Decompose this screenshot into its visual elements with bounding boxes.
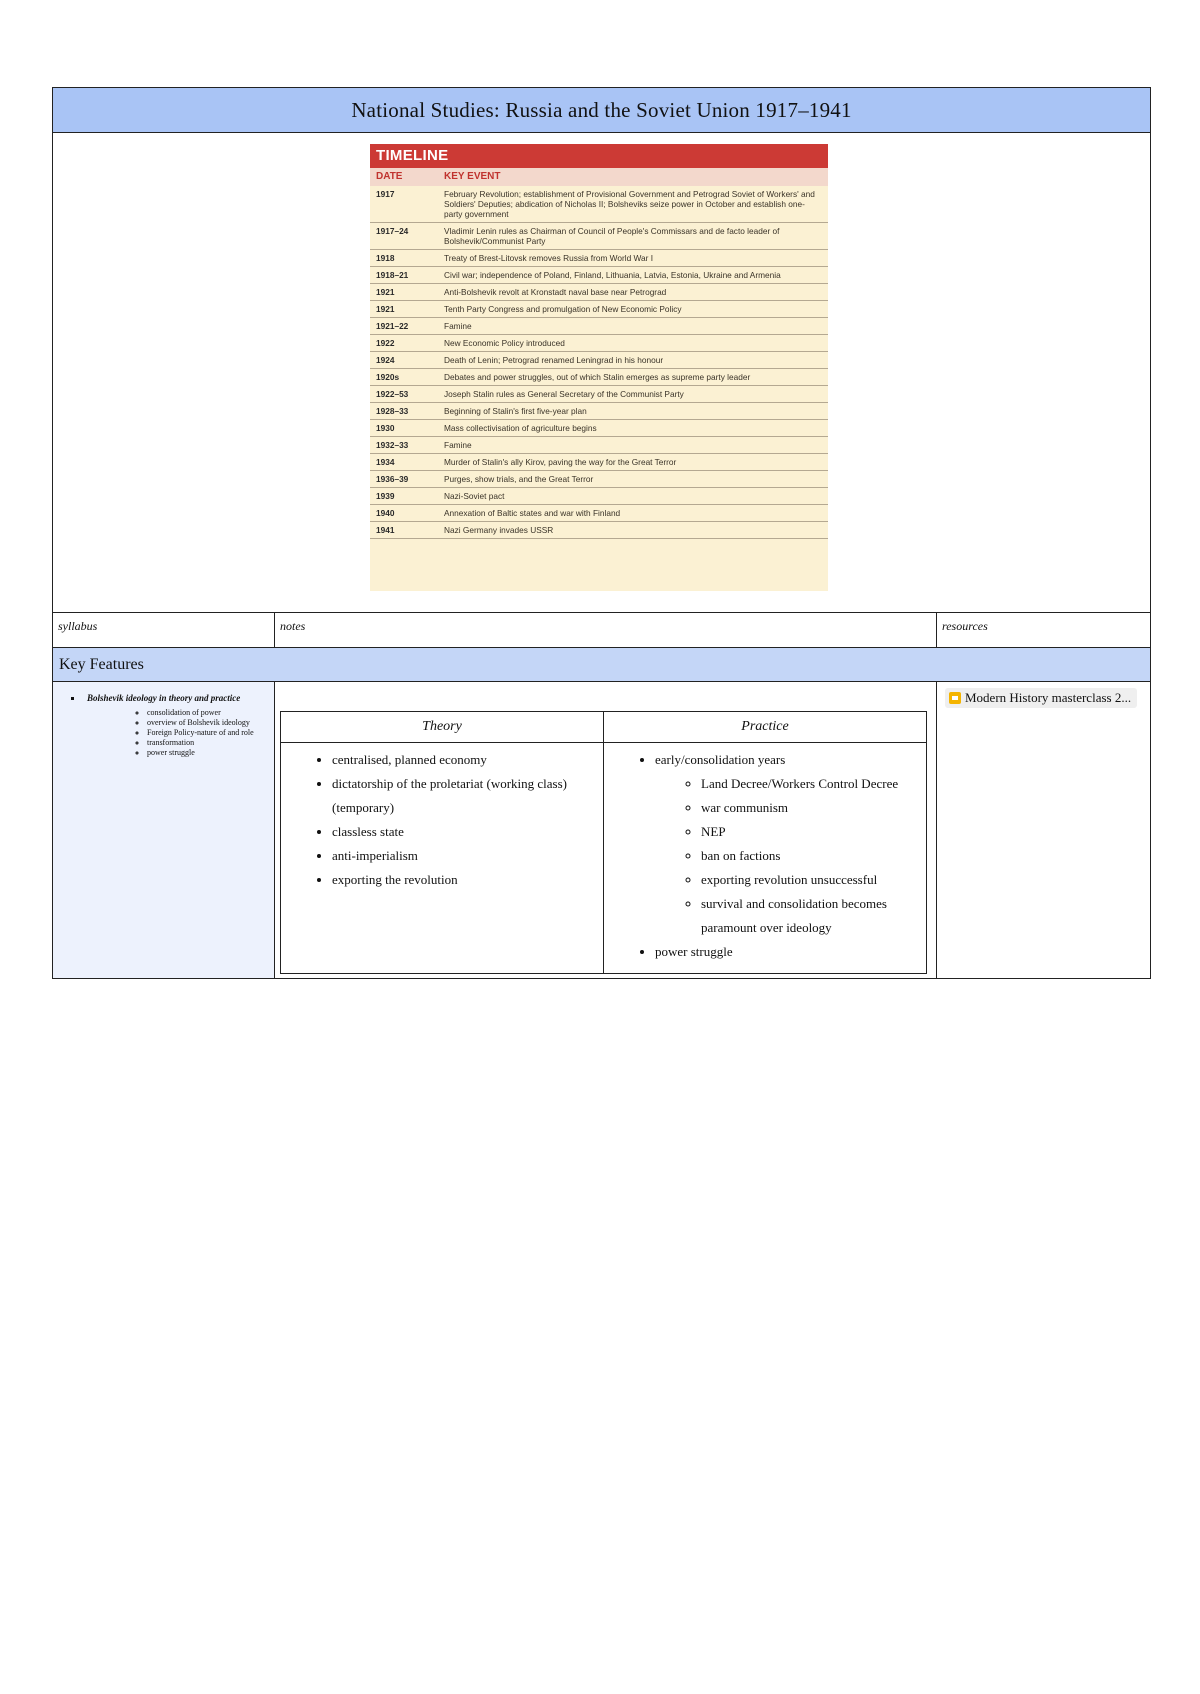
timeline-date: 1921 (376, 304, 395, 314)
practice-last-item: power struggle (655, 944, 733, 959)
list-item: ◦ exporting revolution unsuccessful (701, 868, 925, 892)
timeline-row (370, 301, 828, 318)
list-item: ◦ overview of Bolshevik ideology (147, 718, 274, 728)
practice-header: Practice (604, 712, 927, 743)
timeline-date: 1917 (376, 189, 395, 199)
list-item: ◦ power struggle (147, 748, 274, 758)
list-item (655, 748, 925, 940)
list-item: • centralised, planned economy (332, 748, 602, 772)
timeline-row (370, 420, 828, 437)
timeline-date: 1918–21 (376, 270, 409, 280)
timeline-event: Purges, show trials, and the Great Terror (444, 474, 594, 484)
timeline-event: Nazi Germany invades USSR (444, 525, 554, 535)
timeline-event: Treaty of Brest-Litovsk removes Russia from World War I (444, 253, 654, 263)
syllabus-sub-list (87, 708, 274, 758)
timeline-row (370, 437, 828, 454)
timeline-row (370, 335, 828, 352)
syllabus-cell (53, 682, 275, 979)
list-item: ◦ survival and consolidation becomes paramount over ideology (701, 892, 925, 940)
practice-first-item: early/consolidation years (655, 752, 786, 767)
timeline-date: 1940 (376, 508, 395, 518)
timeline-event: Beginning of Stalin's first five-year plan (444, 406, 587, 416)
resource-chip[interactable] (945, 688, 1137, 708)
timeline-date: 1917–24 (376, 226, 409, 236)
timeline-row (370, 369, 828, 386)
practice-cell (604, 743, 927, 974)
timeline-row (370, 522, 828, 539)
list-item: ◦ Foreign Policy-nature of and role (147, 728, 274, 738)
timeline-event: Death of Lenin; Petrograd renamed Leningrad in his honour (444, 355, 664, 365)
practice-sub-list (655, 772, 925, 940)
timeline-row (370, 318, 828, 335)
timeline-event: New Economic Policy introduced (444, 338, 565, 348)
notes-label: notes (275, 613, 937, 648)
timeline-event: Famine (444, 440, 472, 450)
list-item: ◦ NEP (701, 820, 925, 844)
section-title: Key Features (53, 648, 1151, 682)
timeline-date: 1921–22 (376, 321, 409, 331)
timeline-date: 1924 (376, 355, 395, 365)
syllabus-list (53, 688, 274, 758)
timeline-date: 1922–53 (376, 389, 409, 399)
list-item: ◦ Land Decree/Workers Control Decree (701, 772, 925, 796)
timeline-row (370, 250, 828, 267)
notes-table (52, 87, 1151, 979)
timeline-event: Murder of Stalin's ally Kirov, paving the way for the Great Terror (444, 457, 677, 467)
timeline-date: 1928–33 (376, 406, 409, 416)
timeline-event: February Revolution; establishment of Provisional Government and Petrograd Soviet of Workers' and Soldiers' Deputies; abdication of Nicholas II; Bolsheviks seize power in October and establish one-party government (444, 189, 815, 219)
list-item: ◦ war communism (701, 796, 925, 820)
timeline-row (370, 386, 828, 403)
timeline-row (370, 403, 828, 420)
timeline-event: Nazi-Soviet pact (444, 491, 505, 501)
timeline-row (370, 505, 828, 522)
list-item: • classless state (332, 820, 602, 844)
list-item: ◦ ban on factions (701, 844, 925, 868)
list-item (655, 940, 925, 964)
timeline-event: Anti-Bolshevik revolt at Kronstadt naval base near Petrograd (444, 287, 667, 297)
syllabus-label: syllabus (53, 613, 275, 648)
syllabus-main-text: Bolshevik ideology in theory and practice (87, 693, 241, 703)
notes-cell (275, 682, 937, 979)
timeline-event: Annexation of Baltic states and war with Finland (444, 508, 621, 518)
timeline-row (370, 454, 828, 471)
list-item: • exporting the revolution (332, 868, 602, 892)
theory-cell (281, 743, 604, 974)
timeline-date: 1941 (376, 525, 395, 535)
list-item: ◦ consolidation of power (147, 708, 274, 718)
resources-label: resources (937, 613, 1151, 648)
document-title: National Studies: Russia and the Soviet Union 1917–1941 (53, 88, 1151, 133)
timeline-event: Debates and power struggles, out of which Stalin emerges as supreme party leader (444, 372, 751, 382)
theory-practice-table (280, 711, 927, 974)
timeline-image[interactable] (370, 144, 828, 591)
timeline-date: 1939 (376, 491, 395, 501)
timeline-event: Tenth Party Congress and promulgation of New Economic Policy (444, 304, 682, 314)
timeline-date: 1930 (376, 423, 395, 433)
practice-list (605, 748, 925, 964)
timeline-row (370, 223, 828, 250)
slides-icon (949, 692, 961, 704)
timeline-event: Famine (444, 321, 472, 331)
timeline-date: 1936–39 (376, 474, 409, 484)
timeline-row (370, 352, 828, 369)
timeline-event: Joseph Stalin rules as General Secretary of the Communist Party (444, 389, 684, 399)
timeline-date: 1918 (376, 253, 395, 263)
theory-list (282, 748, 602, 892)
list-item: ◦ transformation (147, 738, 274, 748)
timeline-heading: TIMELINE (370, 144, 828, 168)
resources-cell (937, 682, 1151, 979)
timeline-date: 1921 (376, 287, 395, 297)
timeline-row (370, 284, 828, 301)
timeline-date: 1934 (376, 457, 395, 467)
timeline-column-headers (370, 168, 828, 186)
resource-chip-label: Modern History masterclass 2... (965, 690, 1132, 705)
timeline-date: 1920s (376, 372, 400, 382)
timeline-image-cell (53, 133, 1151, 613)
timeline-row (370, 186, 828, 223)
timeline-date: 1922 (376, 338, 395, 348)
list-item: • dictatorship of the proletariat (working class) (temporary) (332, 772, 602, 820)
timeline-row (370, 488, 828, 505)
timeline-col-event: KEY EVENT (444, 171, 501, 182)
list-item: • anti-imperialism (332, 844, 602, 868)
timeline-row (370, 267, 828, 284)
timeline-event: Civil war; independence of Poland, Finland, Lithuania, Latvia, Estonia, Ukraine and Armenia (444, 270, 781, 280)
syllabus-main-item (83, 688, 274, 758)
timeline-event: Mass collectivisation of agriculture begins (444, 423, 597, 433)
timeline-rows (370, 186, 828, 539)
timeline-date: 1932–33 (376, 440, 409, 450)
timeline-col-date: DATE (376, 171, 403, 182)
theory-header: Theory (281, 712, 604, 743)
timeline-row (370, 471, 828, 488)
timeline-event: Vladimir Lenin rules as Chairman of Council of People's Commissars and de facto leader of Bolshevik/Communist Party (444, 226, 780, 246)
